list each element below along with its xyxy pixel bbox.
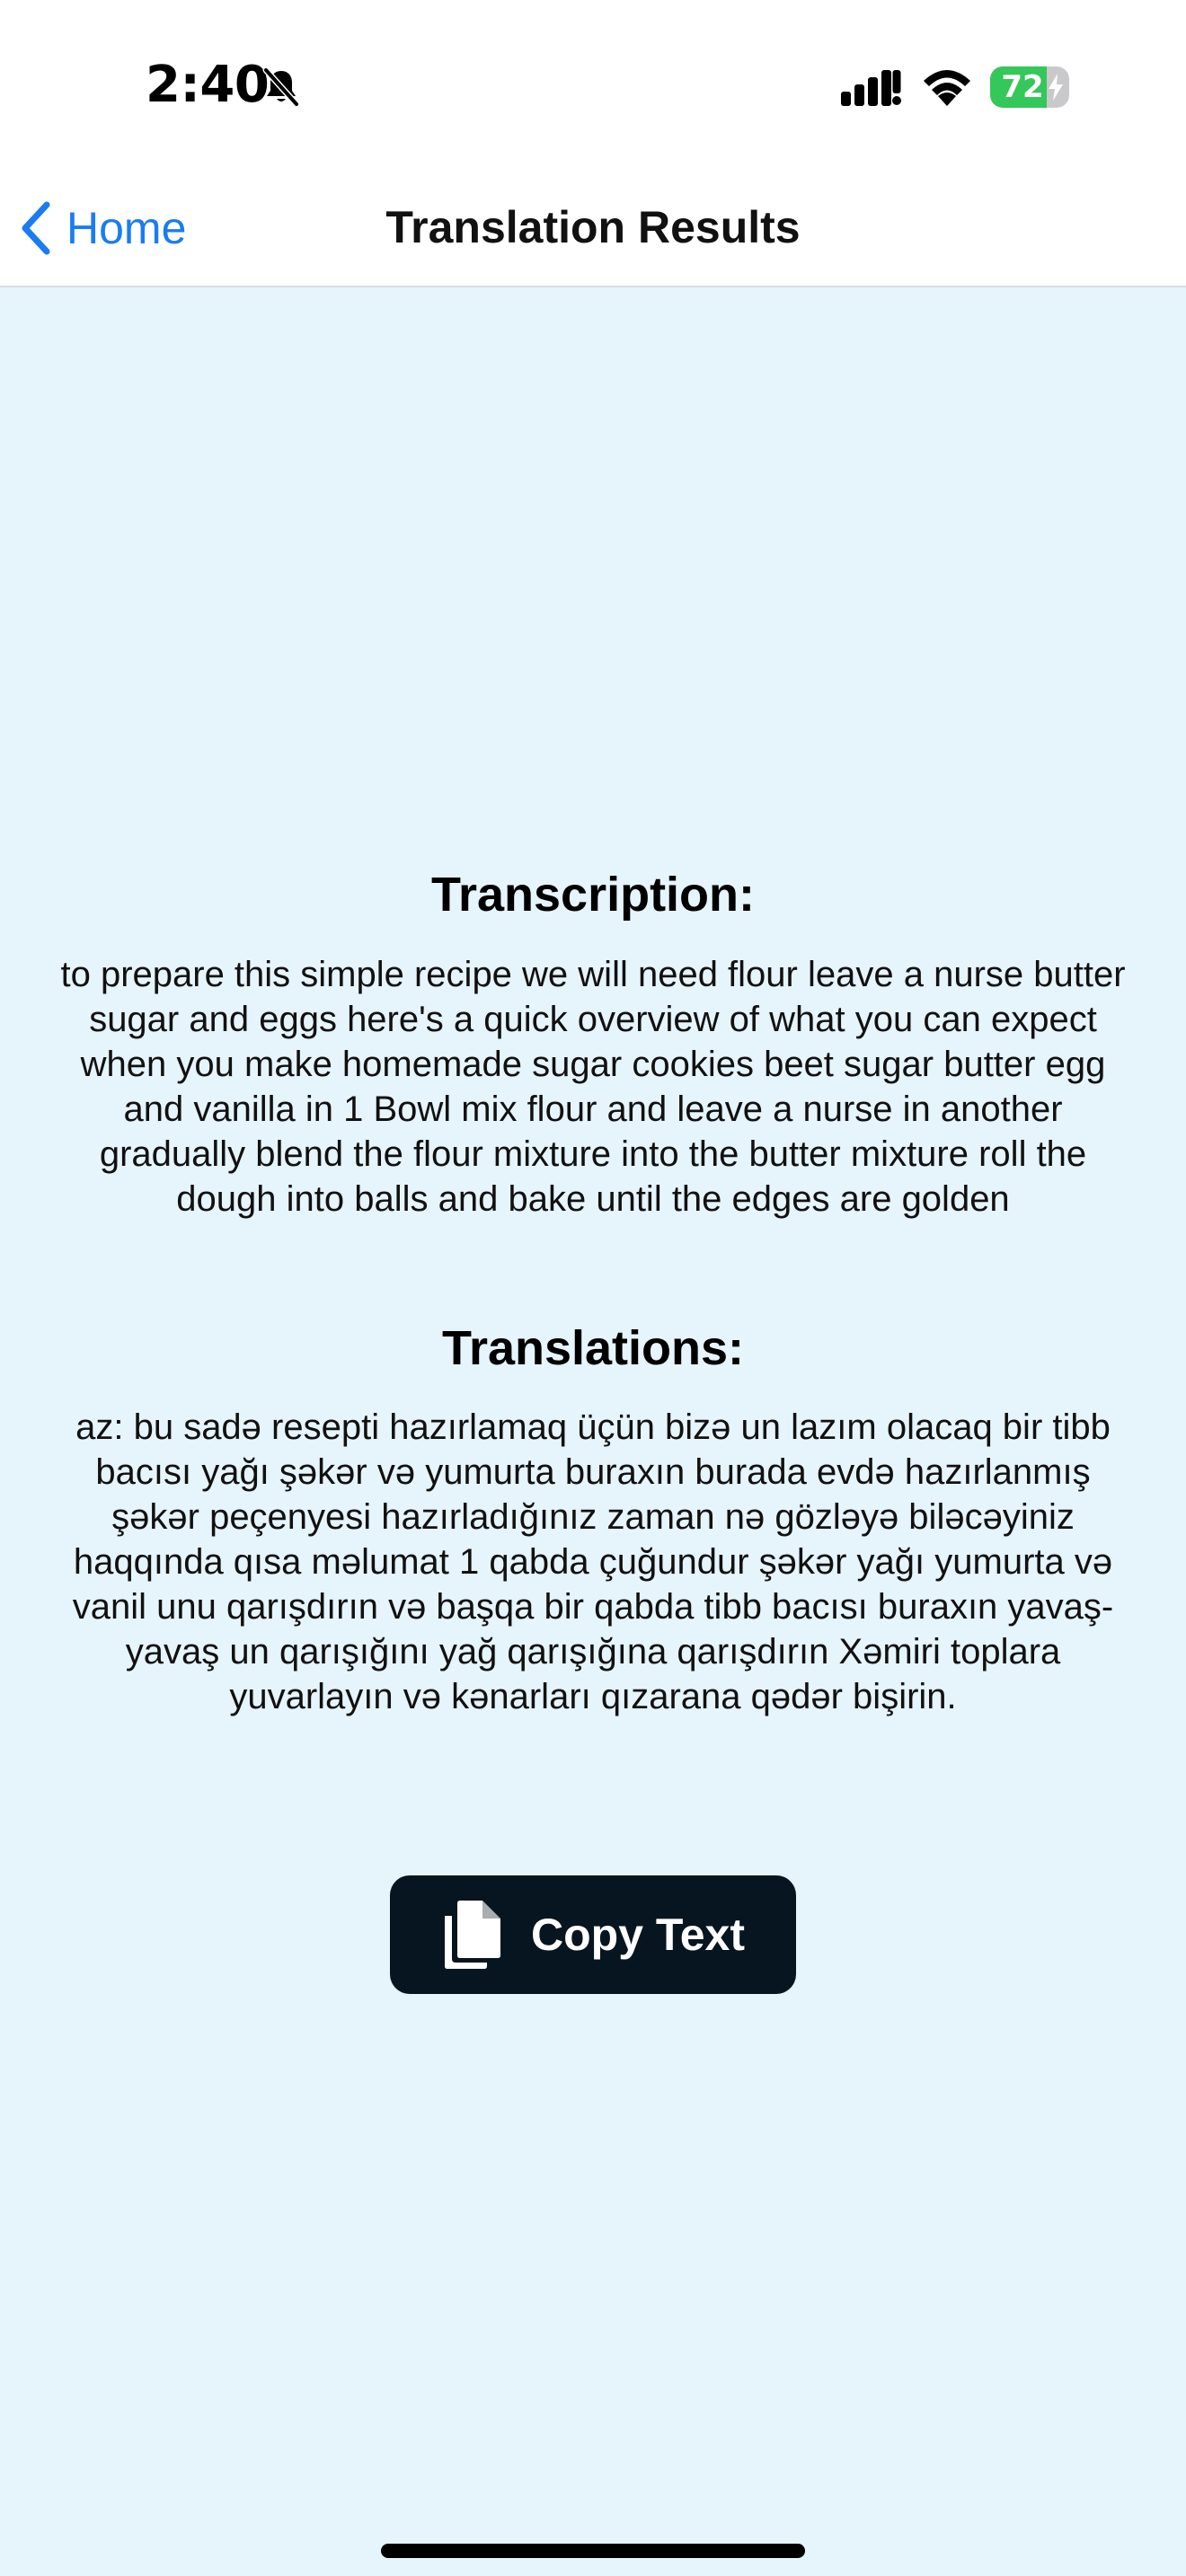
navigation-bar bbox=[0, 171, 1186, 287]
translations-heading: Translations: bbox=[441, 1321, 745, 1375]
translation-text: az: bu sadə resepti hazırlamaq üçün bizə un lazım olacaq bir tibb bacısı yağı şəkər və yumurta buraxın burada evdə hazırlanmış şəkər peçenyesi hazırladığınız zaman nə gözləyə biləcəyiniz haqqında qısa məlumat 1 qabda çuğundur şəkər yağı yumurta və vanil unu qarışdırın və başqa bir qabda tibb bacısı buraxın yavaş-yavaş un qarışığını yağ qarışığına qarışdırın Xəmiri toplara yuvarlayın və kənarları qızarana qədər bişirin. bbox=[72, 1407, 1114, 1716]
copy-text-button[interactable] bbox=[390, 1875, 796, 1994]
results-content bbox=[0, 287, 1186, 2576]
cellular-signal-icon bbox=[841, 68, 902, 106]
battery-charging-icon bbox=[990, 66, 1069, 108]
status-time: 2:40 bbox=[146, 56, 270, 114]
bell-slash-icon bbox=[261, 66, 302, 108]
page-title: Translation Results bbox=[385, 202, 801, 252]
status-bar bbox=[0, 0, 1186, 171]
charging-bolt-icon bbox=[1048, 74, 1064, 101]
chevron-left-icon bbox=[18, 199, 54, 257]
copy-text-label: Copy Text bbox=[531, 1910, 745, 1960]
back-button-label: Home bbox=[66, 203, 187, 253]
copy-documents-icon bbox=[441, 1900, 504, 1970]
wifi-icon bbox=[920, 65, 974, 108]
home-indicator[interactable] bbox=[381, 2544, 805, 2558]
back-button[interactable] bbox=[18, 192, 186, 264]
transcription-heading: Transcription: bbox=[430, 868, 756, 922]
battery-level-text: 72 bbox=[1001, 69, 1044, 105]
transcription-text: to prepare this simple recipe we will need flour leave a nurse butter sugar and eggs here's a quick overview of what you can expect when you make homemade sugar cookies beet sugar butter egg and vanilla in 1 Bowl mix flour and leave a nurse in another gradually blend the flour mixture into the butter mixture roll the dough into balls and bake until the edges are golden bbox=[60, 955, 1126, 1219]
